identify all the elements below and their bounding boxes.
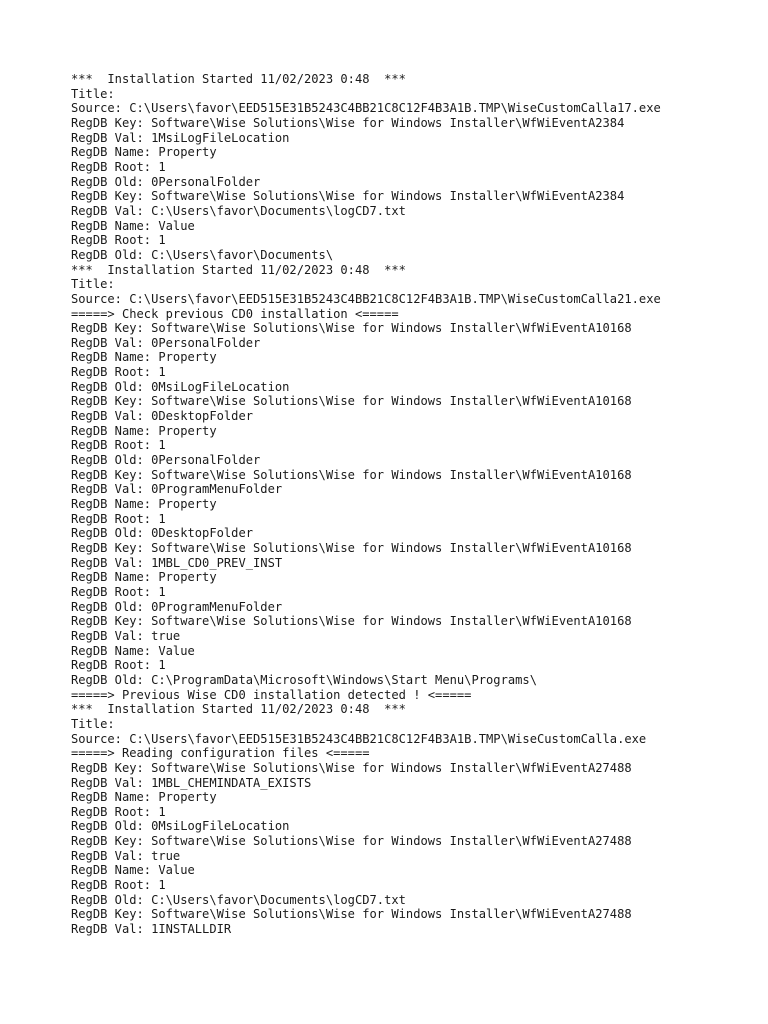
log-line: RegDB Name: Property bbox=[71, 350, 217, 365]
log-line: RegDB Old: 0PersonalFolder bbox=[71, 174, 261, 189]
log-line: RegDB Name: Property bbox=[71, 790, 217, 805]
log-line: RegDB Old: C:\Users\favor\Documents\ bbox=[71, 247, 334, 262]
log-line: RegDB Old: 0PersonalFolder bbox=[71, 453, 261, 468]
log-line: RegDB Val: 1INSTALLDIR bbox=[71, 922, 232, 937]
log-line: RegDB Name: Property bbox=[71, 423, 217, 438]
log-line: RegDB Val: 1MBL_CHEMINDATA_EXISTS bbox=[71, 775, 312, 790]
log-line: RegDB Key: Software\Wise Solutions\Wise for Windows Installer\WfWiEventA2384 bbox=[71, 115, 625, 130]
log-line: RegDB Old: 0MsiLogFileLocation bbox=[71, 379, 290, 394]
log-line: RegDB Root: 1 bbox=[71, 584, 166, 599]
log-line: =====> Previous Wise CD0 installation detected ! <===== bbox=[71, 687, 472, 702]
log-line: RegDB Val: 1MBL_CD0_PREV_INST bbox=[71, 555, 283, 570]
log-line: RegDB Root: 1 bbox=[71, 878, 166, 893]
log-line: Title: bbox=[71, 277, 115, 292]
log-line: =====> Check previous CD0 installation <===== bbox=[71, 306, 399, 321]
log-line: RegDB Name: Property bbox=[71, 145, 217, 160]
log-line: Title: bbox=[71, 716, 115, 731]
log-line: RegDB Val: 0DesktopFolder bbox=[71, 409, 254, 424]
log-line: *** Installation Started 11/02/2023 0:48 *** bbox=[71, 702, 406, 717]
log-line: RegDB Key: Software\Wise Solutions\Wise for Windows Installer\WfWiEventA27488 bbox=[71, 760, 632, 775]
log-line: RegDB Val: 1MsiLogFileLocation bbox=[71, 130, 290, 145]
log-line: RegDB Val: true bbox=[71, 848, 181, 863]
log-line: RegDB Val: C:\Users\favor\Documents\logCD7.txt bbox=[71, 203, 406, 218]
log-line: Source: C:\Users\favor\EED515E31B5243C4BB21C8C12F4B3A1B.TMP\WiseCustomCalla17.exe bbox=[71, 101, 661, 116]
log-line: RegDB Root: 1 bbox=[71, 159, 166, 174]
log-line: RegDB Val: 0ProgramMenuFolder bbox=[71, 482, 283, 497]
log-line: RegDB Key: Software\Wise Solutions\Wise for Windows Installer\WfWiEventA10168 bbox=[71, 394, 632, 409]
log-line: RegDB Name: Property bbox=[71, 570, 217, 585]
log-line: RegDB Old: 0DesktopFolder bbox=[71, 526, 254, 541]
log-line: RegDB Key: Software\Wise Solutions\Wise for Windows Installer\WfWiEventA2384 bbox=[71, 189, 625, 204]
log-line: RegDB Root: 1 bbox=[71, 658, 166, 673]
log-line: *** Installation Started 11/02/2023 0:48 *** bbox=[71, 72, 406, 86]
log-line: RegDB Key: Software\Wise Solutions\Wise for Windows Installer\WfWiEventA10168 bbox=[71, 321, 632, 336]
log-line: RegDB Key: Software\Wise Solutions\Wise for Windows Installer\WfWiEventA27488 bbox=[71, 907, 632, 922]
log-line: RegDB Key: Software\Wise Solutions\Wise for Windows Installer\WfWiEventA27488 bbox=[71, 834, 632, 849]
log-line: RegDB Root: 1 bbox=[71, 365, 166, 380]
log-line: RegDB Key: Software\Wise Solutions\Wise for Windows Installer\WfWiEventA10168 bbox=[71, 541, 632, 555]
log-line: RegDB Root: 1 bbox=[71, 233, 166, 248]
log-line: RegDB Old: 0MsiLogFileLocation bbox=[71, 819, 290, 834]
log-line: Source: C:\Users\favor\EED515E31B5243C4BB21C8C12F4B3A1B.TMP\WiseCustomCalla.exe bbox=[71, 731, 647, 746]
log-line: RegDB Name: Value bbox=[71, 863, 195, 878]
log-line: RegDB Root: 1 bbox=[71, 438, 166, 453]
log-line: RegDB Old: 0ProgramMenuFolder bbox=[71, 599, 283, 614]
log-line: RegDB Root: 1 bbox=[71, 511, 166, 526]
log-line: RegDB Root: 1 bbox=[71, 804, 166, 819]
log-line: RegDB Name: Property bbox=[71, 497, 217, 512]
log-line: =====> Reading configuration files <===== bbox=[71, 746, 370, 761]
log-line: RegDB Val: true bbox=[71, 628, 181, 643]
log-line: RegDB Val: 0PersonalFolder bbox=[71, 335, 261, 350]
log-line: RegDB Name: Value bbox=[71, 218, 195, 233]
log-line: *** Installation Started 11/02/2023 0:48 *** bbox=[71, 262, 406, 277]
log-line: RegDB Key: Software\Wise Solutions\Wise for Windows Installer\WfWiEventA10168 bbox=[71, 467, 632, 482]
log-line: Title: bbox=[71, 86, 115, 101]
log-line: RegDB Old: C:\Users\favor\Documents\logCD7.txt bbox=[71, 892, 406, 907]
log-line: RegDB Key: Software\Wise Solutions\Wise for Windows Installer\WfWiEventA10168 bbox=[71, 614, 632, 629]
log-line: RegDB Old: C:\ProgramData\Microsoft\Windows\Start Menu\Programs\ bbox=[71, 672, 537, 687]
log-line: Source: C:\Users\favor\EED515E31B5243C4BB21C8C12F4B3A1B.TMP\WiseCustomCalla21.exe bbox=[71, 291, 661, 306]
installation-log-text bbox=[71, 72, 661, 937]
log-line: RegDB Name: Value bbox=[71, 643, 195, 658]
